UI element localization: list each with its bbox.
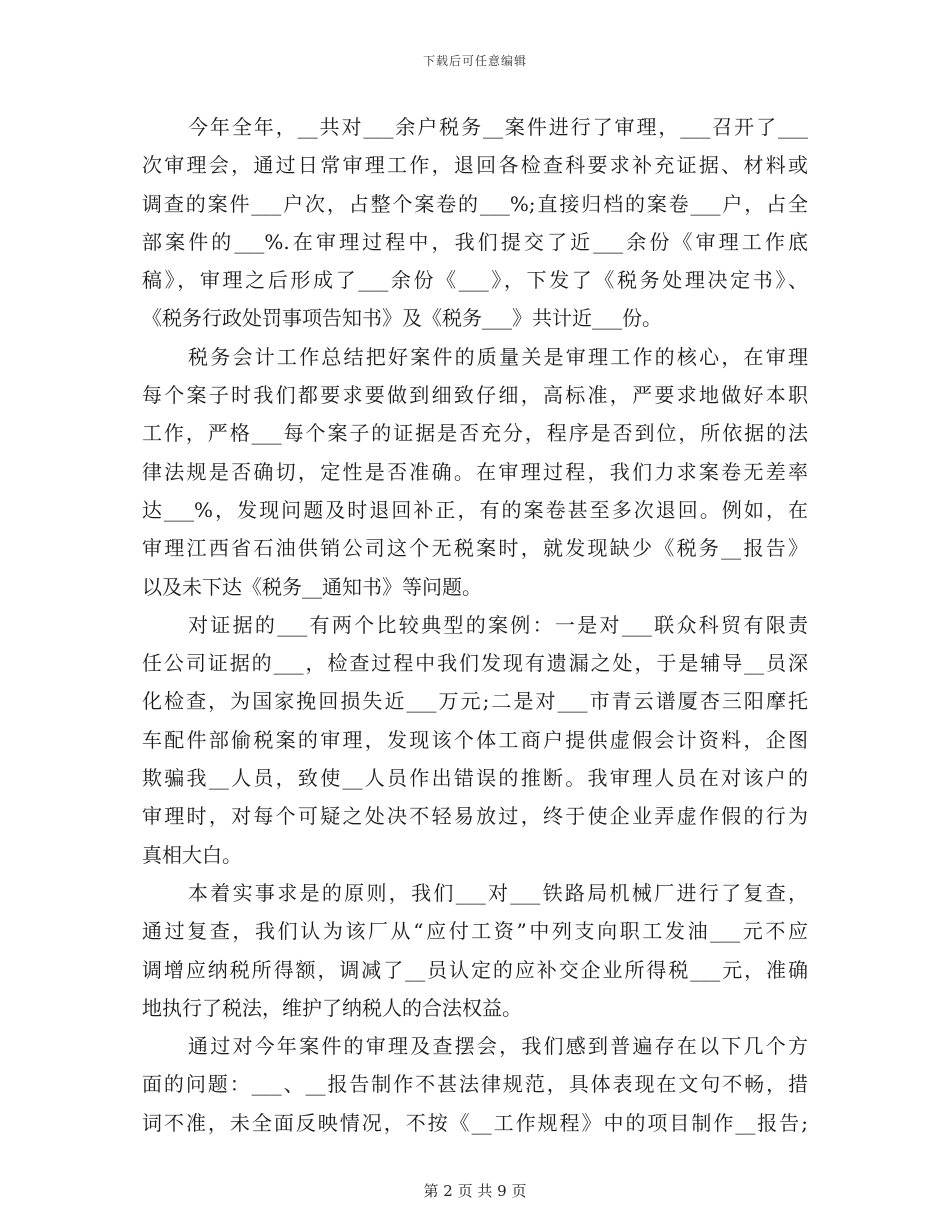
- paragraph-line: 税务会计工作总结把好案件的质量关是审理工作的核心，在审理: [188, 344, 808, 369]
- paragraph-line: 欺骗我__人员，致使__人员作出错误的推断。我审理人员在对该户的: [142, 766, 808, 791]
- paragraph-line: 稿》，审理之后形成了___余份《___》，下发了《税务处理决定书》、: [142, 268, 808, 293]
- page-header: 下载后可任意编辑: [422, 54, 527, 68]
- paragraph-line: 达___%，发现问题及时退回补正，有的案卷甚至多次退回。例如，在: [142, 497, 808, 522]
- paragraph-line: 任公司证据的___，检查过程中我们发现有遗漏之处，于是辅导__员深: [142, 651, 808, 676]
- paragraph-line: 调增应纳税所得额，调减了__员认定的应补交企业所得税___元，准确: [142, 957, 808, 982]
- paragraph-line: 律法规是否确切，定性是否准确。在审理过程，我们力求案卷无差率: [142, 459, 808, 484]
- paragraph-line: 审理江西省石油供销公司这个无税案时，就发现缺少《税务__报告》: [142, 536, 808, 561]
- paragraph-line: 调查的案件___户次，占整个案卷的___%;直接归档的案卷___户，占全: [142, 191, 808, 216]
- paragraph-line: 化检查，为国家挽回损失近___万元;二是对___市青云谱厦杏三阳摩托: [142, 689, 808, 714]
- paragraph-line: 工作，严格___每个案子的证据是否充分，程序是否到位，所依据的法: [142, 421, 808, 446]
- paragraph-line: 通过对今年案件的审理及查摆会，我们感到普遍存在以下几个方: [188, 1034, 808, 1059]
- paragraph-line: 面的问题：___、__报告制作不甚法律规范，具体表现在文句不畅，措: [142, 1072, 808, 1097]
- paragraph-line: 地执行了税法，维护了纳税人的合法权益。: [142, 995, 522, 1020]
- paragraph-line: 通过复查，我们认为该厂从“应付工资”中列支向职工发油___元不应: [142, 919, 808, 944]
- paragraph-line: 今年全年，__共对___余户税务__案件进行了审理，___召开了___: [188, 115, 808, 139]
- paragraph-line: 真相大白。: [142, 842, 242, 867]
- paragraph-line: 对证据的___有两个比较典型的案例：一是对___联众科贸有限责: [188, 612, 808, 637]
- paragraph-line: 《税务行政处罚事项告知书》及《税务___》共计近___份。: [142, 306, 662, 331]
- paragraph-line: 审理时，对每个可疑之处决不轻易放过，终于使企业弄虚作假的行为: [142, 804, 808, 829]
- paragraph-line: 部案件的___%.在审理过程中，我们提交了近___余份《审理工作底: [142, 229, 808, 254]
- paragraph-line: 车配件部偷税案的审理，发现该个体工商户提供虚假会计资料，企图: [142, 727, 808, 752]
- paragraph-line: 词不准，未全面反映情况，不按《__工作规程》中的项目制作__报告;: [142, 1110, 808, 1135]
- paragraph-line: 每个案子时我们都要求要做到细致仔细，高标准，严要求地做好本职: [142, 383, 808, 408]
- page-number-footer: 第 2 页 共 9 页: [423, 1182, 527, 1200]
- paragraph-line: 以及未下达《税务__通知书》等问题。: [142, 574, 482, 599]
- document-body: [142, 108, 808, 1142]
- paragraph-line: 次审理会，通过日常审理工作，退回各检查科要求补充证据、材料或: [142, 153, 808, 178]
- paragraph-line: 本着实事求是的原则，我们___对___铁路局机械厂进行了复查，: [188, 880, 808, 905]
